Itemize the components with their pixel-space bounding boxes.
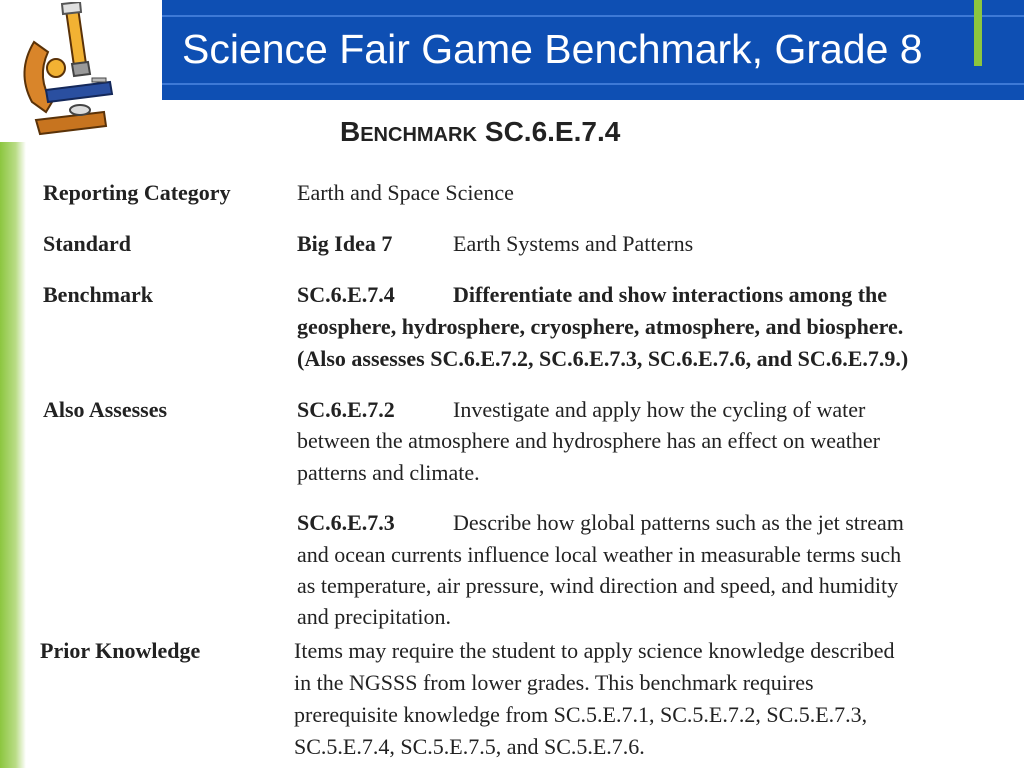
prior-text-line: SC.5.E.7.4, SC.5.E.7.5, and SC.5.E.7.6. bbox=[294, 734, 645, 759]
assess-text-line: Describe how global patterns such as the jet stream bbox=[453, 510, 904, 535]
header-stripe bbox=[160, 83, 1024, 85]
prior-text-line: prerequisite knowledge from SC.5.E.7.1, SC.5.E.7.2, SC.5.E.7.3, bbox=[294, 702, 868, 727]
logo-panel bbox=[0, 0, 162, 142]
header-stripe bbox=[160, 15, 1024, 17]
slide-title: Science Fair Game Benchmark, Grade 8 bbox=[182, 26, 923, 72]
assess-text-line: between the atmosphere and hydrosphere has an effect on weather bbox=[297, 428, 880, 453]
also-assesses-label: Also Assesses bbox=[43, 397, 168, 422]
reporting-category-value: Earth and Space Science bbox=[297, 180, 514, 205]
standard-label: Standard bbox=[43, 231, 132, 256]
standard-value: Earth Systems and Patterns bbox=[453, 231, 694, 256]
assess-text-line: and precipitation. bbox=[297, 604, 451, 629]
assess-code-2: SC.6.E.7.3 bbox=[297, 510, 395, 535]
prior-knowledge-label: Prior Knowledge bbox=[40, 638, 201, 663]
assess-text-line: patterns and climate. bbox=[297, 460, 480, 485]
microscope-icon bbox=[6, 2, 116, 140]
left-green-strip bbox=[0, 118, 26, 768]
reporting-category-label: Reporting Category bbox=[43, 180, 231, 205]
prior-text-line: Items may require the student to apply science knowledge described bbox=[294, 638, 895, 663]
assess-text-line: as temperature, air pressure, wind direction and speed, and humidity bbox=[297, 573, 899, 598]
assess-text-line: Investigate and apply how the cycling of water bbox=[453, 397, 866, 422]
benchmark-label: Benchmark bbox=[43, 282, 153, 307]
heading-code: SC.6.E.7.4 bbox=[484, 116, 621, 147]
heading-word: Benchmark bbox=[340, 116, 477, 147]
benchmark-text-line: geosphere, hydrosphere, cryosphere, atmosphere, and biosphere. bbox=[297, 314, 904, 339]
benchmark-code: SC.6.E.7.4 bbox=[297, 282, 395, 307]
accent-bar bbox=[974, 0, 982, 66]
benchmark-text-line: Differentiate and show interactions among the bbox=[453, 282, 888, 307]
benchmark-text-line: (Also assesses SC.6.E.7.2, SC.6.E.7.3, SC.6.E.7.6, and SC.6.E.7.9.) bbox=[297, 346, 909, 371]
benchmark-heading bbox=[340, 116, 620, 148]
assess-code-1: SC.6.E.7.2 bbox=[297, 397, 395, 422]
standard-code: Big Idea 7 bbox=[297, 231, 393, 256]
assess-text-line: and ocean currents influence local weather in measurable terms such bbox=[297, 542, 902, 567]
prior-text-line: in the NGSSS from lower grades. This benchmark requires bbox=[294, 670, 814, 695]
